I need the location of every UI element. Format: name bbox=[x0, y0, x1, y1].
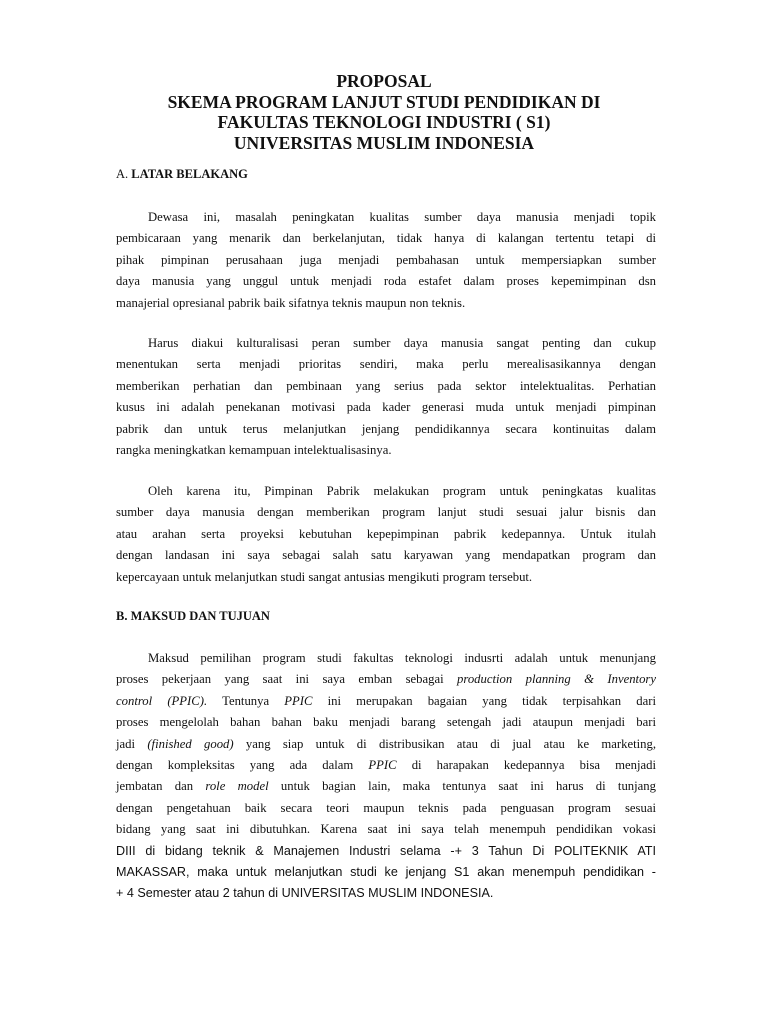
proposal-title bbox=[100, 71, 668, 153]
text-line bbox=[116, 271, 656, 292]
text-line bbox=[116, 524, 656, 545]
section-title: LATAR BELAKANG bbox=[131, 167, 248, 181]
text-line bbox=[116, 419, 656, 440]
paragraph bbox=[116, 333, 656, 461]
text-line bbox=[116, 481, 656, 502]
italic-term: production planning & Inventory bbox=[457, 672, 656, 687]
italic-term: PPIC bbox=[284, 693, 313, 708]
text-line bbox=[116, 862, 656, 883]
text-segment: rangka meningkatkan kemampuan intelektualisasinya. bbox=[116, 442, 392, 457]
text-line bbox=[116, 798, 656, 819]
text-segment: Maksud pemilihan program studi fakultas teknologi indusrti adalah untuk menunjang bbox=[148, 651, 656, 665]
title-line: FAKULTAS TEKNOLOGI INDUSTRI ( S1) bbox=[217, 112, 551, 132]
text-line bbox=[116, 776, 656, 797]
text-line bbox=[116, 734, 656, 755]
text-segment: Oleh karena itu, Pimpinan Pabrik melakukan program untuk peningkatas kualitas bbox=[148, 484, 656, 498]
section-heading-a bbox=[116, 167, 248, 182]
text-line bbox=[116, 440, 656, 461]
paragraph bbox=[116, 207, 656, 314]
text-segment: untuk bagian lain, maka tentunya saat ini harus di tunjang bbox=[268, 779, 656, 794]
text-segment: ini merupakan bagaian yang tidak terpisahkan dari bbox=[312, 693, 656, 708]
text-segment: kusus ini adalah penekanan motivasi pada kader generasi muda untuk menjadi pimpinan bbox=[116, 400, 656, 415]
italic-term: (finished good) bbox=[147, 736, 234, 751]
text-segment: proses pekerjaan yang saat ini saya emban sebagai bbox=[116, 672, 458, 687]
italic-term: role model bbox=[205, 779, 269, 794]
section-title: MAKSUD DAN TUJUAN bbox=[130, 609, 270, 623]
text-line bbox=[116, 883, 656, 904]
text-line bbox=[116, 841, 656, 862]
text-segment: Dewasa ini, masalah peningkatan kualitas sumber daya manusia menjadi topik bbox=[148, 210, 656, 224]
text-line bbox=[116, 333, 656, 354]
paragraph bbox=[116, 648, 656, 905]
text-line bbox=[116, 691, 656, 712]
italic-term: control (PPIC). bbox=[116, 693, 208, 708]
title-line: UNIVERSITAS MUSLIM INDONESIA bbox=[233, 132, 535, 153]
text-line bbox=[116, 228, 656, 249]
text-line bbox=[116, 250, 656, 271]
text-line bbox=[116, 567, 656, 588]
section-heading-b bbox=[116, 609, 270, 624]
text-segment: jembatan dan bbox=[116, 779, 206, 794]
text-segment: yang siap untuk di distribusikan atau di jual atau ke marketing, bbox=[233, 736, 656, 751]
text-segment: dengan pengetahuan baik secara teori maupun teknis pada penguasan program sesuai bbox=[116, 800, 656, 815]
title-line: SKEMA PROGRAM LANJUT STUDI PENDIDIKAN DI bbox=[167, 91, 601, 112]
section-letter: A. bbox=[116, 167, 129, 181]
text-segment: daya manusia yang unggul untuk menjadi roda estafet dalam proses kepemimpinan dsn bbox=[116, 274, 656, 289]
text-segment: atau arahan serta proyeksi kebutuhan kepepimpinan pabrik kedepannya. Untuk itulah bbox=[116, 526, 656, 541]
paragraph bbox=[116, 481, 656, 588]
text-segment: pihak pimpinan perusahaan juga menjadi pembahasan untuk mempersiapkan sumber bbox=[116, 252, 656, 267]
text-line bbox=[116, 207, 656, 228]
text-segment: + 4 Semester atau 2 tahun di UNIVERSITAS MUSLIM INDONESIA. bbox=[116, 886, 494, 901]
text-line bbox=[116, 376, 656, 397]
text-segment: Harus diakui kulturalisasi peran sumber daya manusia sangat penting dan cukup bbox=[148, 336, 656, 350]
text-segment: bidang yang saat ini dibutuhkan. Karena saat ini saya telah menempuh pendidikan vokasi bbox=[116, 822, 656, 837]
text-segment: DIII di bidang teknik & Manajemen Industri selama -+ 3 Tahun Di POLITEKNIK ATI bbox=[116, 843, 656, 858]
text-line bbox=[116, 712, 656, 733]
text-line bbox=[116, 669, 656, 690]
text-segment: pembicaraan yang menarik dan berkelanjutan, tidak hanya di kalangan tertentu tetapi di bbox=[116, 231, 656, 246]
text-segment: MAKASSAR, maka untuk melanjutkan studi ke jenjang S1 akan menempuh pendidikan - bbox=[116, 864, 656, 879]
text-segment: dengan landasan ini saya sebagai salah satu karyawan yang mendapatkan program dan bbox=[116, 548, 656, 563]
text-line bbox=[116, 293, 656, 314]
text-segment: memberikan perhatian dan pembinaan yang serius pada sektor intelektualitas. Perhatian bbox=[116, 378, 656, 393]
text-segment: Tentunya bbox=[207, 693, 285, 708]
text-segment: menentukan serta menjadi prioritas sendiri, maka perlu merealisasikannya dengan bbox=[116, 357, 656, 372]
title-line: PROPOSAL bbox=[336, 71, 432, 91]
text-segment: sumber daya manusia dengan memberikan program lanjut studi sesuai jalur bisnis dan bbox=[116, 505, 656, 520]
text-line bbox=[116, 648, 656, 669]
text-segment: proses mengelolah bahan bahan baku menjadi barang setengah jadi ataupun menjadi bari bbox=[116, 715, 656, 730]
text-segment: pabrik dan untuk terus melanjutkan jenjang pendidikannya secara kontinuitas dalam bbox=[116, 421, 656, 436]
section-letter: B. bbox=[116, 609, 128, 623]
text-line bbox=[116, 354, 656, 375]
text-segment: jadi bbox=[116, 736, 148, 751]
text-line bbox=[116, 502, 656, 523]
text-line bbox=[116, 755, 656, 776]
text-line bbox=[116, 545, 656, 566]
text-segment: manajerial opresianal pabrik baik sifatnya teknis maupun non teknis. bbox=[116, 295, 466, 310]
text-segment: di harapakan kedepannya bisa menjadi bbox=[396, 757, 656, 772]
italic-term: PPIC bbox=[368, 757, 397, 772]
text-line bbox=[116, 397, 656, 418]
text-line bbox=[116, 819, 656, 840]
text-segment: dengan kompleksitas yang ada dalam bbox=[116, 757, 369, 772]
text-segment: kepercayaan untuk melanjutkan studi sangat antusias mengikuti program tersebut. bbox=[116, 569, 533, 584]
